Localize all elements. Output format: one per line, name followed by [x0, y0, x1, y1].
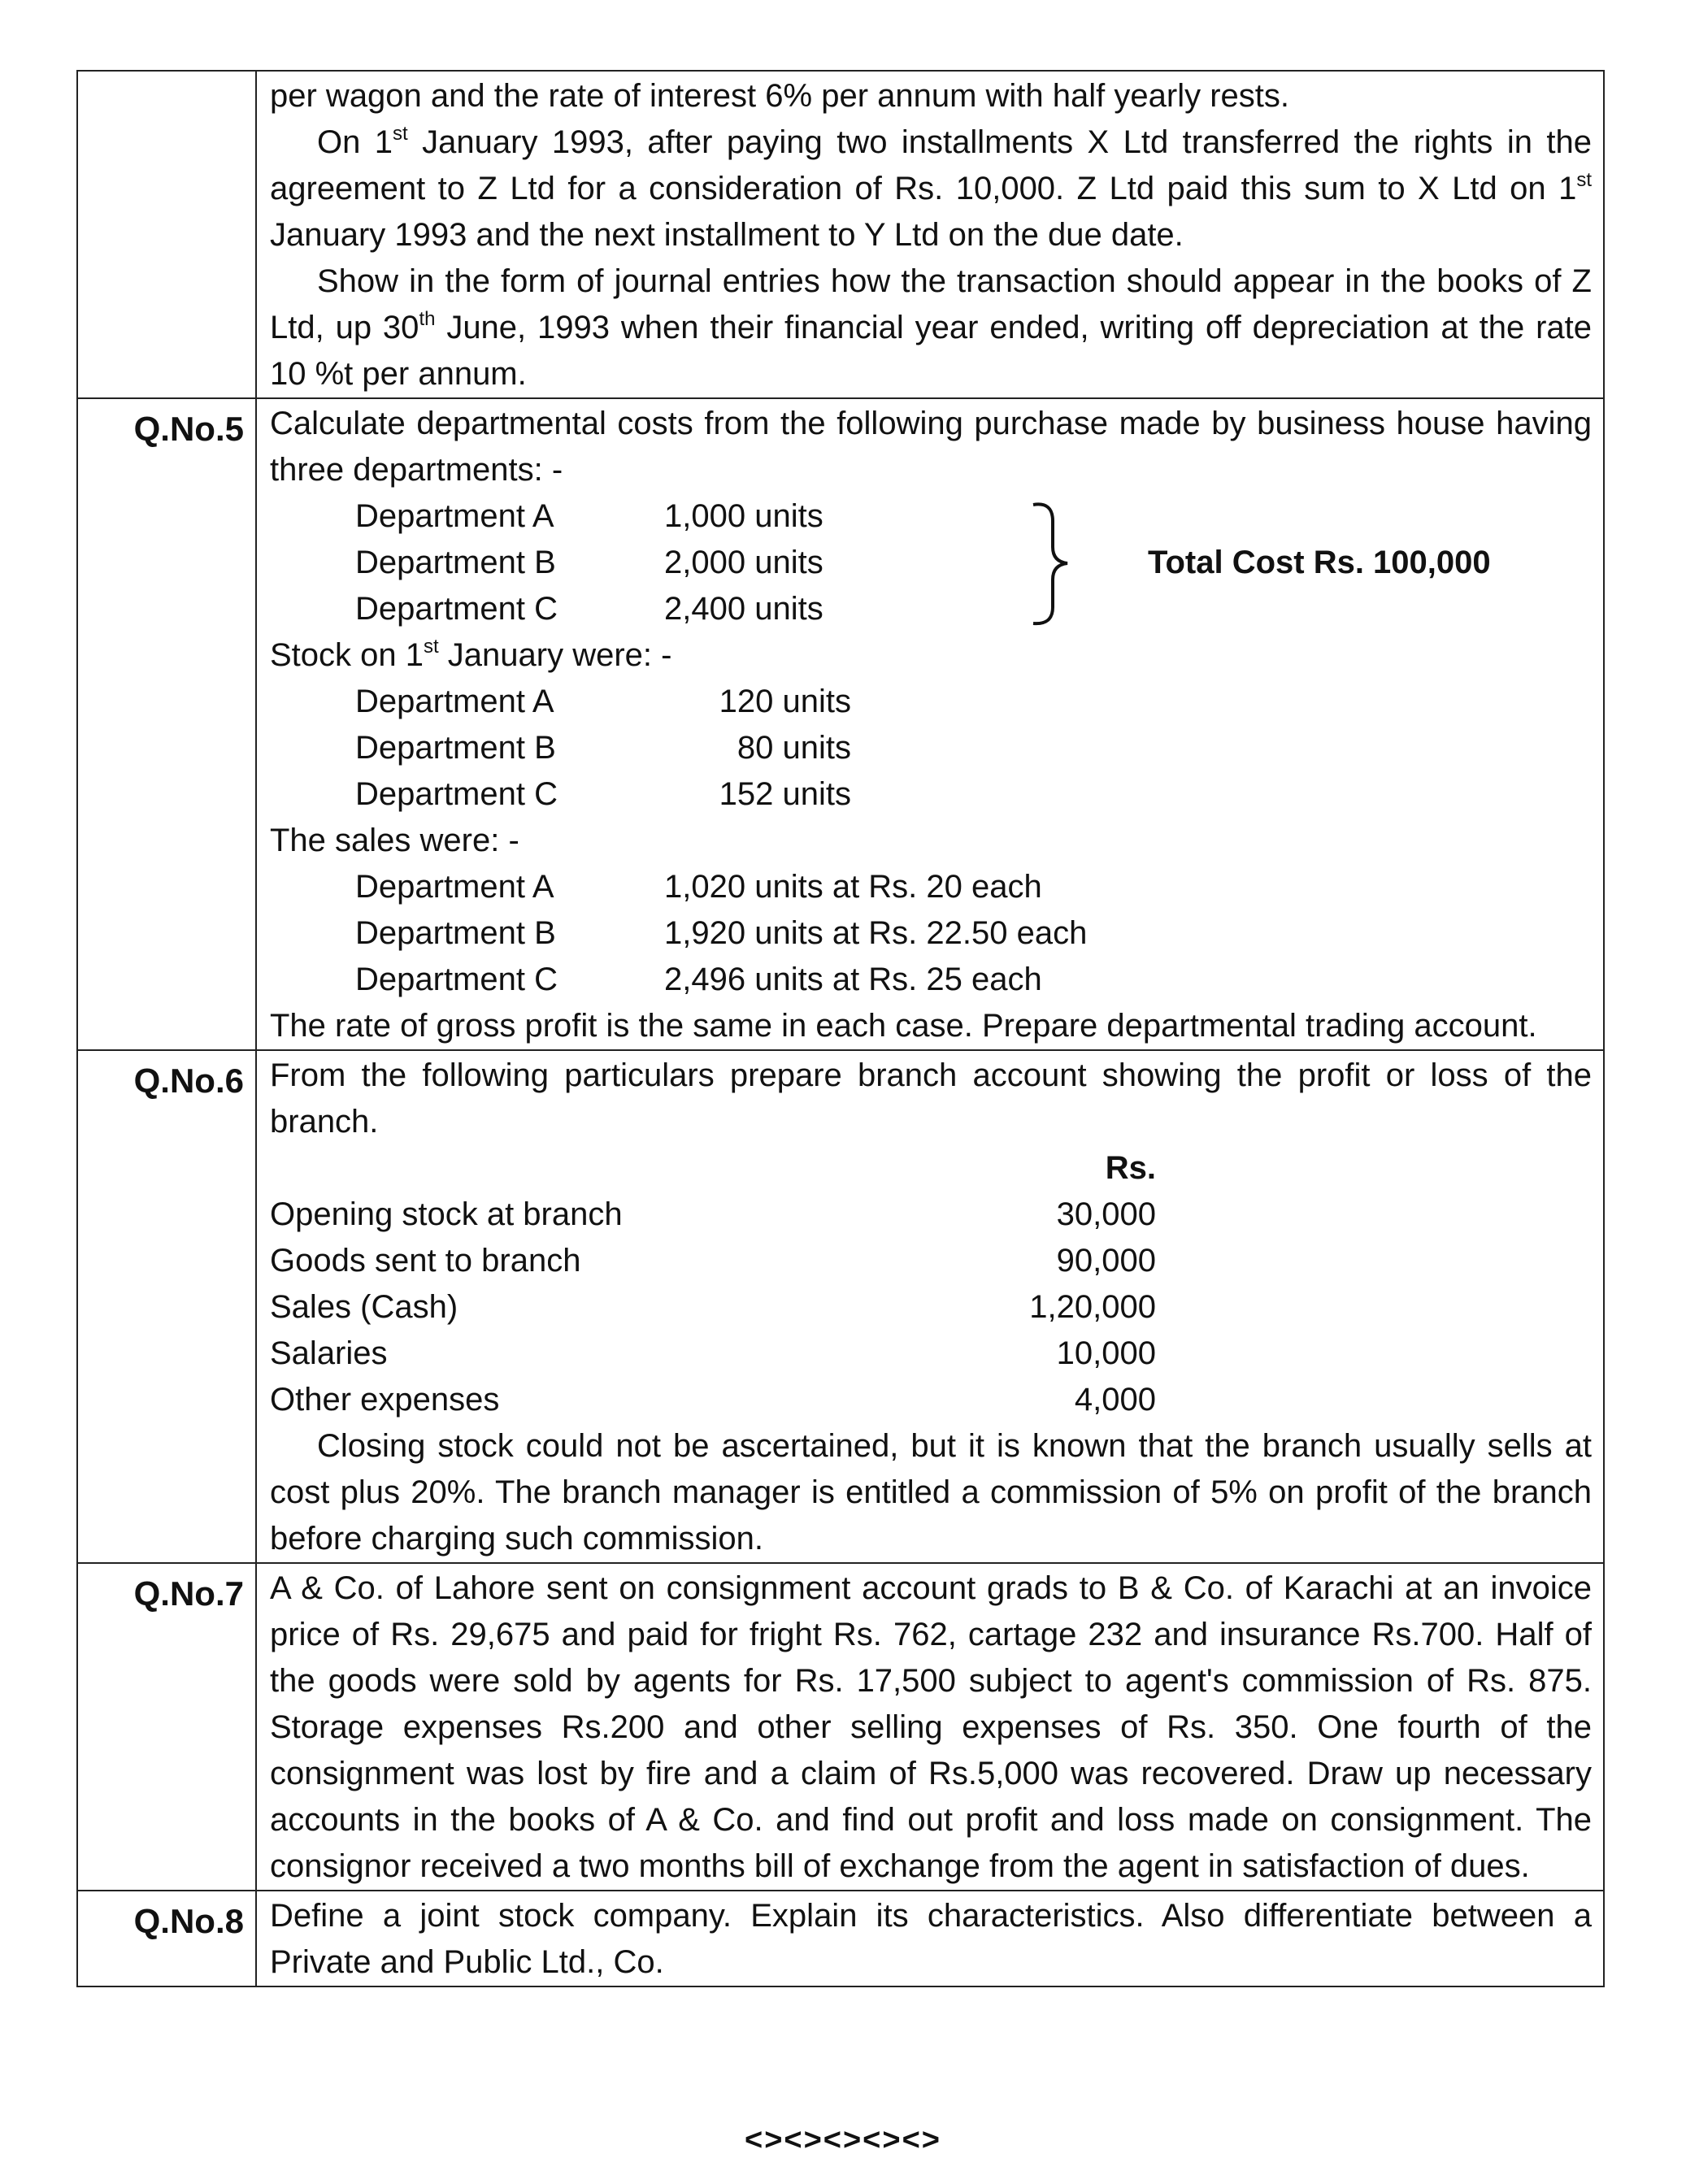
sales-heading: The sales were: - — [270, 823, 519, 858]
list-item: Department A 1,000 units — [355, 498, 823, 534]
list-item: Department B 80 units — [355, 730, 851, 766]
list-item: Department B 1,920 units at Rs. 22.50 each — [355, 915, 1088, 951]
list-item: Department B 2,000 units — [355, 545, 823, 580]
question-body-8: Define a joint stock company. Explain its characteristics. Also differentiate between a Private and Public Ltd., Co. — [256, 1891, 1604, 1986]
curly-brace-icon — [1030, 493, 1087, 632]
question-number-blank — [77, 71, 256, 398]
table-row: Goods sent to branch 90,000 — [270, 1243, 1156, 1279]
question-number: Q.No.5 — [77, 398, 256, 1050]
list-item: Department A 120 units — [355, 684, 851, 719]
table-row: Other expenses 4,000 — [270, 1382, 1156, 1418]
list-item: Department C 2,400 units — [355, 591, 823, 627]
purchase-list — [270, 493, 1592, 632]
q6-closing: Closing stock could not be ascertained, but it is known that the branch usually sells at cost plus 20%. The branch manager is entitled a commission of 5% on profit of the branch before charging such commission. — [270, 1428, 1592, 1557]
q5-intro: Calculate departmental costs from the following purchase made by business house having three departments: - — [270, 406, 1592, 488]
question-row-continued — [77, 71, 1604, 398]
question-body-6 — [256, 1050, 1604, 1563]
question-body-continued — [256, 71, 1604, 398]
question-number: Q.No.8 — [77, 1891, 256, 1986]
question-number: Q.No.6 — [77, 1050, 256, 1563]
list-item: Department C 152 units — [355, 776, 851, 812]
table-row: Opening stock at branch 30,000 — [270, 1196, 1156, 1232]
question-body-7: A & Co. of Lahore sent on consignment account grads to B & Co. of Karachi at an invoice price of Rs. 29,675 and paid for fright Rs. 762, cartage 232 and insurance Rs.700. Half of the goods were sold by agents for Rs. 17,500 subject to agent's commission of Rs. 875. Storage expenses Rs.200 and other selling expenses of Rs. 350. One fourth of the consignment was lost by fire and a claim of Rs.5,000 was recovered. Draw up necessary accounts in the books of A & Co. and find out profit and loss made on consignment. The consignor received a two months bill of exchange from the agent in satisfaction of dues. — [256, 1563, 1604, 1891]
question-row-5 — [77, 398, 1604, 1050]
end-ornament: <><><><><> — [745, 2123, 941, 2157]
stock-list — [270, 679, 1592, 818]
question-number: Q.No.7 — [77, 1563, 256, 1891]
sales-list — [270, 864, 1592, 1003]
question-row-7 — [77, 1563, 1604, 1891]
table-row: Sales (Cash) 1,20,000 — [270, 1289, 1156, 1325]
question-row-8 — [77, 1891, 1604, 1986]
stock-heading: Stock on 1st January were: - — [270, 636, 672, 673]
q6-intro: From the following particulars prepare branch account showing the profit or loss of the branch. — [270, 1057, 1592, 1140]
question-row-6 — [77, 1050, 1604, 1563]
question-table — [76, 70, 1605, 1987]
total-cost: Total Cost Rs. 100,000 — [1148, 545, 1491, 580]
question-body-5 — [256, 398, 1604, 1050]
currency-header: Rs. — [1105, 1150, 1156, 1186]
list-item: Department C 2,496 units at Rs. 25 each — [355, 962, 1042, 997]
q5-closing: The rate of gross profit is the same in each case. Prepare departmental trading account. — [270, 1008, 1537, 1044]
continued-line: per wagon and the rate of interest 6% per annum with half yearly rests. — [270, 78, 1290, 114]
table-row: Salaries 10,000 — [270, 1335, 1156, 1371]
continued-paragraph-2: On 1st January 1993, after paying two installments X Ltd transferred the rights in the agreement to Z Ltd for a consideration of Rs. 10,000. Z Ltd paid this sum to X Ltd on 1st January 1993 and the next installment to Y Ltd on the due date. — [270, 123, 1592, 253]
list-item: Department A 1,020 units at Rs. 20 each — [355, 869, 1042, 905]
continued-paragraph-3: Show in the form of journal entries how the transaction should appear in the books of Z Ltd, up 30th June, 1993 when their financial year ended, writing off depreciation at the rate 10 %t per annum. — [270, 263, 1592, 392]
